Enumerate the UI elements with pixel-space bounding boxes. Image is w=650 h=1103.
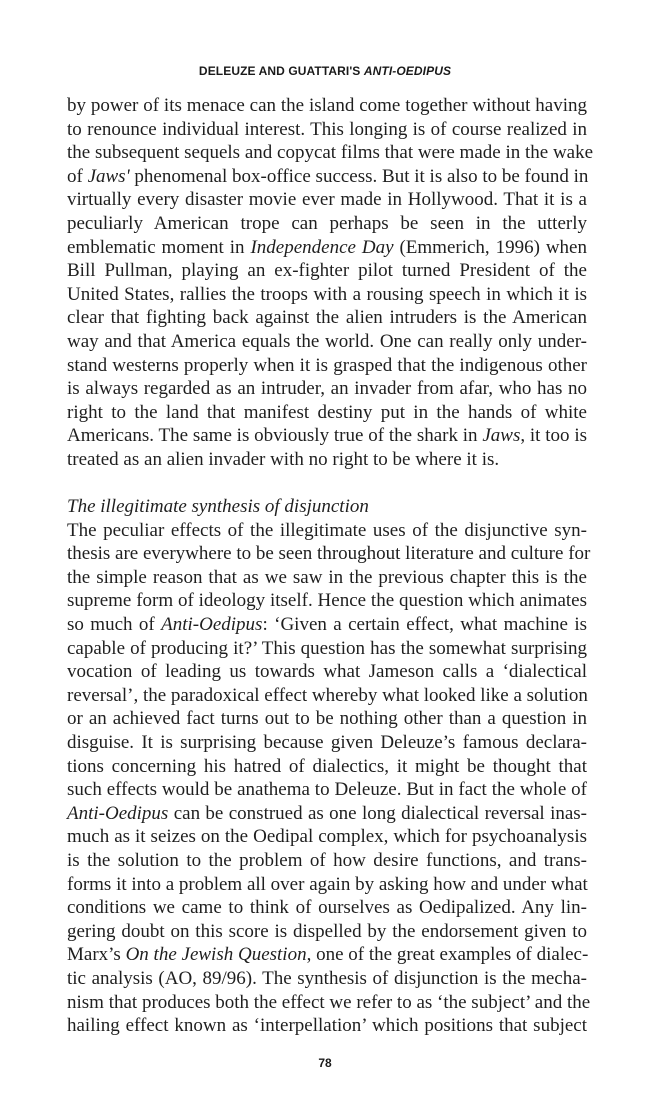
running-head-title: ANTI-OEDIPUS [363, 64, 452, 78]
text-line: forms it into a problem all over again by asking how and under what [67, 873, 588, 895]
text-line: nism that produces both the effect we refer to as ‘the subject’ and the [67, 991, 591, 1013]
text-line: to renounce individual interest. This longing is of course realized in [67, 118, 587, 140]
text-line: of Jaws' phenomenal box-office success. But it is also to be found in [67, 165, 589, 187]
text-line: way and that America equals the world. One can really only under- [67, 330, 587, 352]
text-line: stand westerns properly when it is grasped that the indigenous other [67, 354, 587, 376]
text-line: hailing effect known as ‘interpellation’ which positions that subject [67, 1015, 587, 1037]
page-number: 78 [318, 1056, 332, 1070]
text-line: by power of its menace can the island come together without having [67, 95, 587, 116]
text-line: capable of producing it?’ This question has the somewhat surprising [67, 637, 587, 659]
text-line: much as it seizes on the Oedipal complex, which for psychoanalysis [67, 826, 587, 848]
text-line: such effects would be anathema to Deleuze. But in fact the whole of [67, 779, 587, 801]
text-line: United States, rallies the troops with a rousing speech in which it is [67, 283, 587, 305]
text-line: conditions we came to think of ourselves as Oedipalized. Any lin- [67, 897, 587, 919]
paragraph-2 [67, 519, 591, 1038]
text-line: Bill Pullman, playing an ex-fighter pilot turned President of the [67, 260, 587, 282]
text-line: so much of Anti-Oedipus: ‘Given a certain effect, what machine is [67, 614, 587, 636]
text-line: is the solution to the problem of how desire functions, and trans- [67, 850, 587, 871]
section-heading: The illegitimate synthesis of disjunction [67, 496, 369, 518]
text-line: Anti-Oedipus can be construed as one long dialectical reversal inas- [67, 802, 587, 824]
running-head [0, 64, 650, 78]
text-line: The peculiar effects of the illegitimate uses of the disjunctive syn- [67, 519, 587, 541]
text-line: virtually every disaster movie ever made in Hollywood. That it is a [67, 189, 587, 211]
paragraph-1 [67, 94, 594, 472]
body-text [67, 94, 594, 1038]
text-line: clear that fighting back against the alien intruders is the American [67, 307, 587, 329]
text-line: vocation of leading us towards what Jameson calls a ‘dialectical [67, 661, 587, 683]
text-line: tic analysis (AO, 89/96). The synthesis of disjunction is the mecha- [67, 967, 587, 989]
text-line: tions concerning his hatred of dialectics, it might be thought that [67, 755, 587, 777]
text-line: gering doubt on this score is dispelled by the endorsement given to [67, 920, 587, 942]
text-line: right to the land that manifest destiny put in the hands of white [67, 401, 587, 423]
text-line: thesis are everywhere to be seen throughout literature and culture for [67, 543, 591, 565]
text-line: Americans. The same is obviously true of the shark in Jaws, it too is [67, 425, 587, 447]
text-line: emblematic moment in Independence Day (Emmerich, 1996) when [67, 236, 587, 258]
text-line: Marx’s On the Jewish Question, one of the great examples of dialec- [67, 944, 589, 966]
text-line: or an achieved fact turns out to be nothing other than a question in [67, 708, 587, 730]
text-line: treated as an alien invader with no right to be where it is. [67, 448, 500, 470]
text-line: disguise. It is surprising because given Deleuze’s famous declara- [67, 732, 587, 754]
paragraph-spacer [67, 472, 587, 496]
text-line: supreme form of ideology itself. Hence the question which animates [67, 590, 587, 612]
running-head-text: DELEUZE AND GUATTARI'S [198, 64, 364, 78]
text-line: reversal’, the paradoxical effect whereby what looked like a solution [67, 684, 588, 706]
text-line: the simple reason that as we saw in the previous chapter this is the [67, 566, 587, 588]
text-line: the subsequent sequels and copycat films that were made in the wake [67, 142, 594, 164]
text-line: peculiarly American trope can perhaps be seen in the utterly [67, 212, 587, 234]
text-line: is always regarded as an intruder, an invader from afar, who has no [67, 378, 587, 400]
